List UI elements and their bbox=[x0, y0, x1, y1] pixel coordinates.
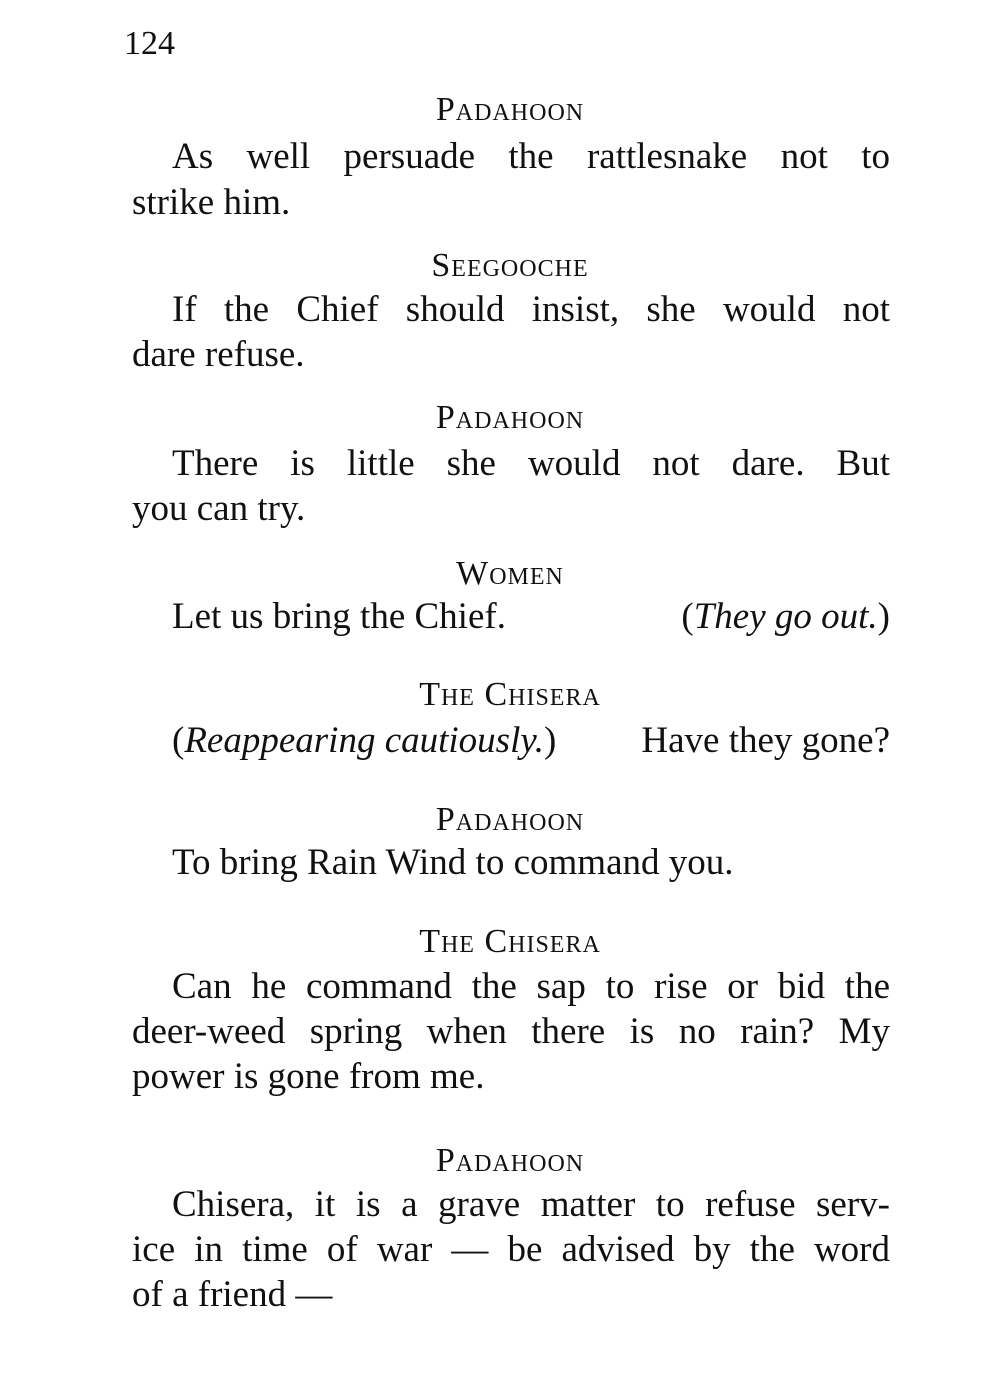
stage-direction-text: They go out. bbox=[693, 596, 878, 637]
dialogue-line bbox=[172, 594, 890, 640]
speaker-name: Padahoon bbox=[435, 399, 585, 436]
speaker-name: The Chisera bbox=[419, 676, 601, 713]
speaker-name: Women bbox=[456, 555, 564, 592]
stage-direction-text: Reappearing cautiously. bbox=[184, 720, 544, 761]
speaker-name: Padahoon bbox=[435, 1142, 585, 1179]
stage-direction: (They go out.) bbox=[681, 596, 890, 637]
speaker-name: Padahoon bbox=[435, 801, 585, 838]
dialogue-line: dare refuse. bbox=[132, 334, 305, 375]
dialogue-text: Have they gone? bbox=[641, 720, 890, 761]
dialogue-line bbox=[172, 718, 890, 764]
dialogue-line: To bring Rain Wind to command you. bbox=[172, 842, 734, 883]
dialogue-line: ice in time of war — be advised by the word bbox=[132, 1229, 890, 1270]
dialogue-line: strike him. bbox=[132, 182, 291, 223]
page-number: 124 bbox=[124, 25, 175, 62]
speaker-name: The Chisera bbox=[419, 923, 601, 960]
dialogue-line: you can try. bbox=[132, 488, 306, 529]
dialogue-line: power is gone from me. bbox=[132, 1056, 485, 1097]
dialogue-line: As well persuade the rattlesnake not to bbox=[172, 136, 890, 177]
stage-direction: (Reappearing cautiously.) bbox=[172, 720, 557, 761]
speaker-name: Seegooche bbox=[431, 247, 589, 284]
dialogue-line: deer-weed spring when there is no rain? My bbox=[132, 1011, 890, 1052]
dialogue-text: Let us bring the Chief. bbox=[172, 596, 506, 637]
dialogue-line: If the Chief should insist, she would not bbox=[172, 289, 890, 330]
dialogue-line: Chisera, it is a grave matter to refuse serv- bbox=[172, 1184, 890, 1225]
dialogue-line: Can he command the sap to rise or bid the bbox=[172, 966, 890, 1007]
speaker-name: Padahoon bbox=[435, 91, 585, 128]
dialogue-line: of a friend — bbox=[132, 1274, 333, 1315]
dialogue-line: There is little she would not dare. But bbox=[172, 443, 890, 484]
